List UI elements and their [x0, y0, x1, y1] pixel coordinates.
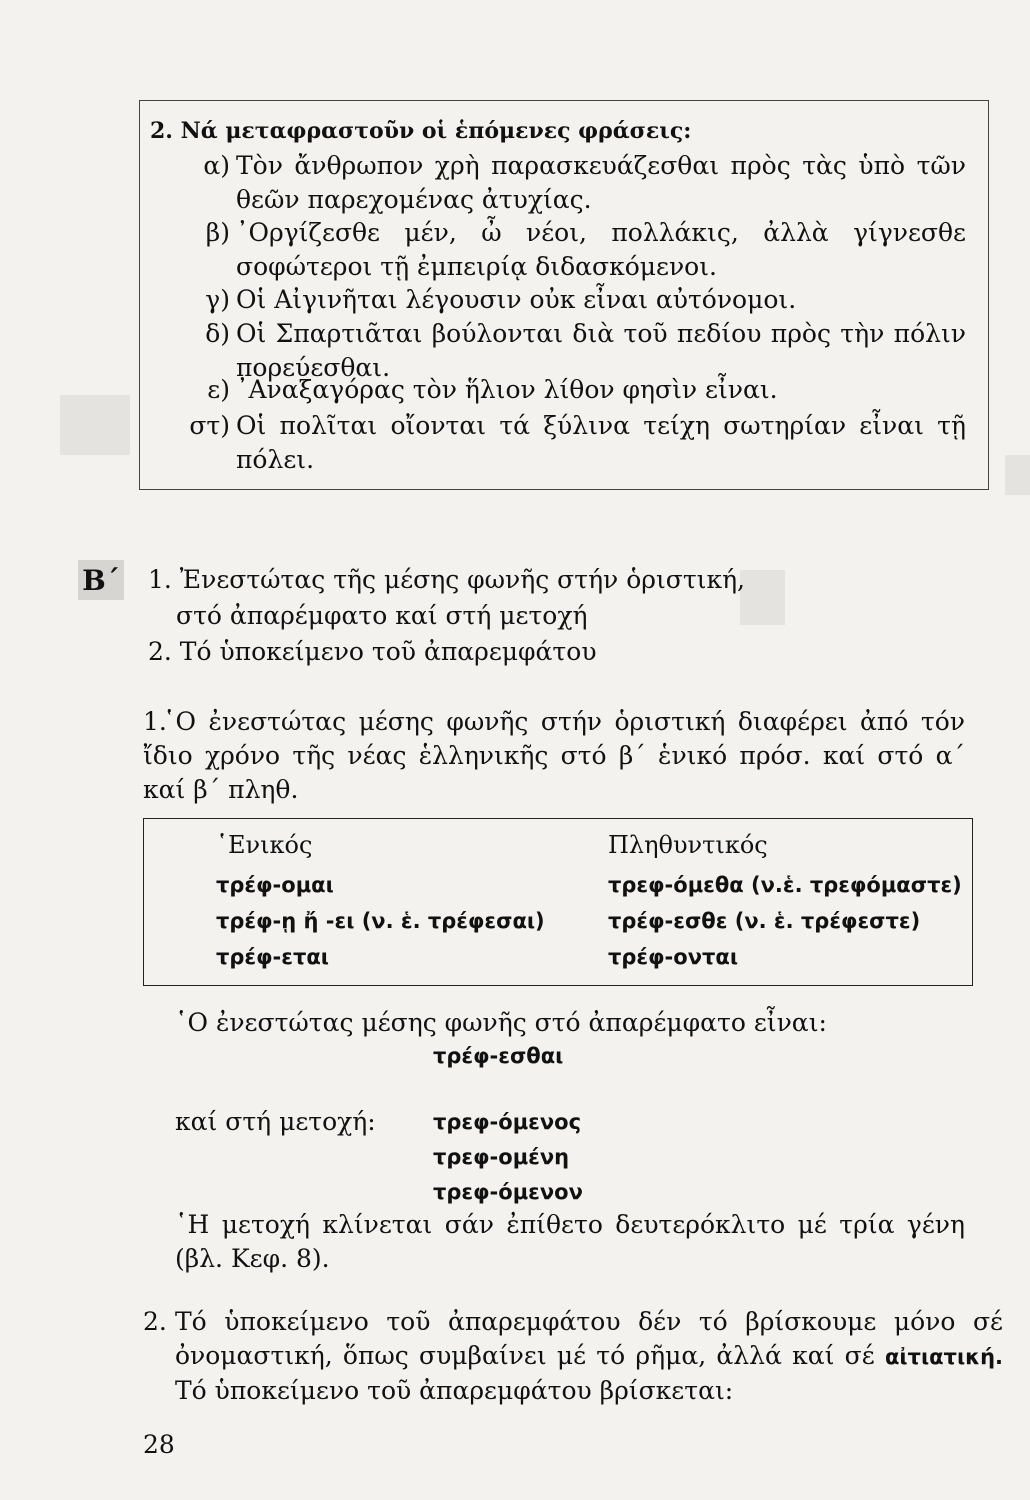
- paragraph-text-part: Τό ὑποκείμενο τοῦ ἀπαρεμφάτου βρίσκεται:: [175, 1376, 734, 1405]
- section-topic-line: 2. Τό ὑποκείμενο τοῦ ἀπαρεμφάτου: [148, 637, 597, 666]
- participle-form: τρεφ-ομένη: [433, 1145, 570, 1169]
- plural-header: Πληθυντικός: [608, 831, 768, 859]
- item-text: Οἱ Σπαρτιᾶται βούλονται διὰ τοῦ πεδίου πρὸς τὴν πόλιν πορεύεσθαι.: [236, 319, 966, 382]
- item-text: ᾿Οργίζεσθε μέν, ὦ νέοι, πολλάκις, ἀλλὰ γίγνεσθε σοφώτεροι τῇ ἐμπειρίᾳ διδασκόμενοι.: [236, 218, 966, 281]
- paragraph-text-part: Τό ὑποκείμενο τοῦ ἀπαρεμφάτου δέν τό βρίσκουμε μόνο σέ ὀνομαστική, ὅπως συμβαίνει μέ τό ρῆμα, ἀλλά καί σέ: [175, 1307, 1003, 1370]
- plural-form: τρέφ-εσθε (ν. ἑ. τρέφεστε): [608, 909, 921, 933]
- infinitive-form: τρέφ-εσθαι: [433, 1044, 564, 1068]
- exercise-heading: 2. Νά μεταφραστοῦν οἱ ἑπόμενες φράσεις:: [150, 118, 692, 144]
- bleed-through-shade: [60, 395, 130, 455]
- item-text: Τὸν ἄνθρωπον χρὴ παρασκευάζεσθαι πρὸς τὰς ὑπὸ τῶν θεῶν παρεχομένας ἀτυχίας.: [236, 151, 966, 214]
- item-label: δ): [205, 319, 230, 348]
- section-topic-line: στό ἀπαρέμφατο καί στή μετοχή: [176, 601, 588, 630]
- singular-column: [216, 827, 545, 975]
- emphasized-term: αἰτιατική.: [884, 1345, 1003, 1369]
- plural-column: [608, 827, 962, 975]
- bleed-through-shade: [740, 570, 785, 625]
- item-label: γ): [205, 285, 230, 314]
- bleed-through-shade: [1005, 455, 1030, 495]
- paragraph-text: ῾Ο ἐνεστώτας μέσης φωνῆς στήν ὁριστική διαφέρει ἀπό τόν ἴδιο χρόνο τῆς νέας ἑλληνικῆς στό β΄ ἑνικό πρόσ. καί στό α΄ καί β΄ πληθ.: [143, 707, 965, 804]
- item-text: ᾿Αναξαγόρας τὸν ἥλιον λίθον φησὶν εἶναι.: [236, 375, 778, 404]
- section-topic-line: 1. Ἐνεστώτας τῆς μέσης φωνῆς στήν ὁριστική,: [148, 565, 745, 594]
- page-number: 28: [143, 1430, 175, 1459]
- item-label: β): [205, 218, 230, 247]
- conjugation-table: [143, 818, 973, 986]
- paragraph-1: [143, 705, 965, 807]
- singular-form: τρέφ-εται: [216, 945, 329, 969]
- paragraph-number: 1.: [143, 707, 167, 736]
- paragraph-declension: [175, 1208, 965, 1276]
- participle-label: καί στή μετοχή:: [175, 1107, 376, 1136]
- item-label: στ): [189, 411, 230, 440]
- paragraph-number: 2.: [143, 1307, 167, 1336]
- plural-form: τρέφ-ονται: [608, 945, 739, 969]
- plural-form: τρεφ-όμεθα (ν.ἑ. τρεφόμαστε): [608, 873, 962, 897]
- singular-form: τρέφ-ῃ ἤ -ει (ν. ἑ. τρέφεσαι): [216, 909, 545, 933]
- exercise-box: [139, 100, 989, 490]
- paragraph-2: [143, 1305, 1003, 1408]
- item-text: Οἱ πολῖται οἴονται τά ξύλινα τείχη σωτηρίαν εἶναι τῇ πόλει.: [236, 411, 966, 474]
- item-label: α): [203, 151, 230, 180]
- singular-form: τρέφ-ομαι: [216, 873, 334, 897]
- infinitive-text: ῾Ο ἐνεστώτας μέσης φωνῆς στό ἀπαρέμφατο εἶναι:: [175, 1008, 827, 1037]
- singular-header: ῾Ενικός: [216, 831, 313, 859]
- section-mark: Β΄: [78, 560, 124, 600]
- participle-form: τρεφ-όμενος: [433, 1110, 582, 1134]
- section-topics: [148, 562, 745, 670]
- item-label: ε): [207, 375, 230, 404]
- paragraph-text: ῾Η μετοχή κλίνεται σάν ἐπίθετο δευτερόκλιτο μέ τρία γένη (βλ. Κεφ. 8).: [175, 1210, 965, 1273]
- item-text: Οἱ Αἰγινῆται λέγουσιν οὐκ εἶναι αὐτόνομοι.: [236, 285, 797, 314]
- participle-form: τρεφ-όμενον: [433, 1180, 583, 1204]
- paragraph-text: [143, 1305, 1003, 1408]
